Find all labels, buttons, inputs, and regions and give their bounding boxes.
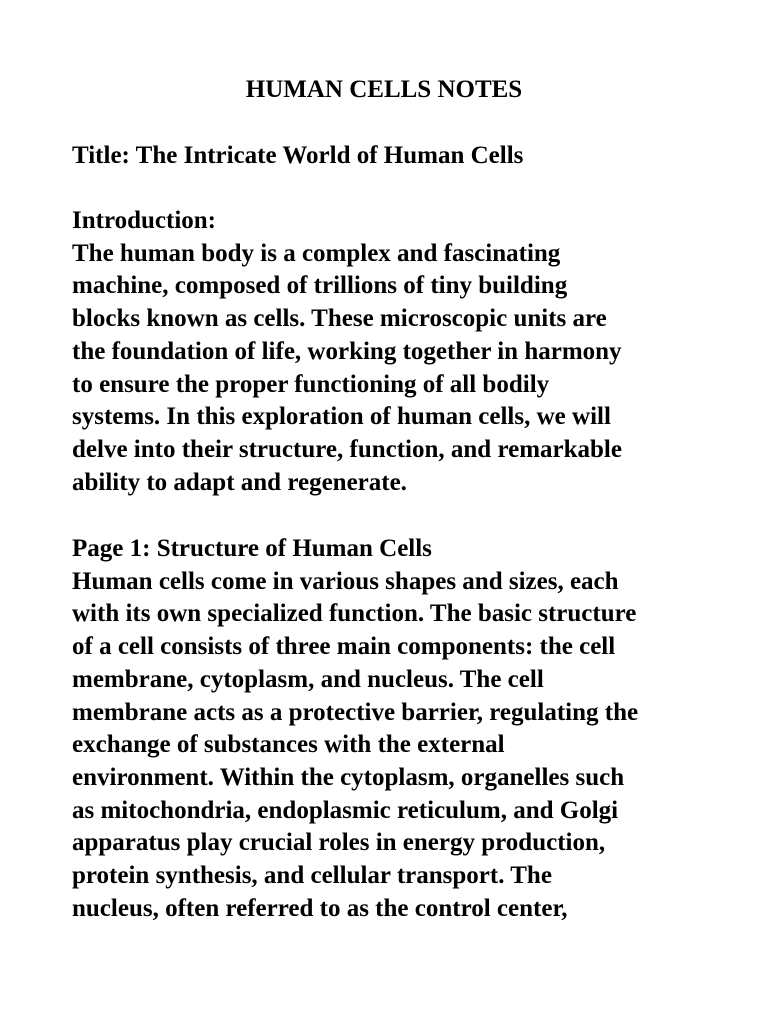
- document-heading: HUMAN CELLS NOTES: [245, 76, 523, 103]
- introduction-line: to ensure the proper functioning of all bodily: [72, 370, 550, 398]
- introduction-line: delve into their structure, function, and remarkable: [72, 435, 622, 463]
- page1-line: with its own specialized function. The basic structure: [72, 600, 637, 628]
- page1-label: Page 1: Structure of Human Cells: [72, 535, 432, 562]
- page1-line: environment. Within the cytoplasm, organelles such: [72, 763, 625, 791]
- page1-line: exchange of substances with the external: [72, 731, 505, 759]
- introduction-line: machine, composed of trillions of tiny building: [72, 272, 568, 300]
- page1-line: Human cells come in various shapes and sizes, each: [72, 567, 619, 595]
- title-line: Title: The Intricate World of Human Cells: [72, 142, 524, 169]
- introduction-line: The human body is a complex and fascinating: [72, 239, 561, 267]
- page1-line: nucleus, often referred to as the control center,: [72, 894, 568, 922]
- introduction-label: Introduction:: [72, 207, 217, 234]
- page1-section: [72, 533, 712, 925]
- page1-line: membrane, cytoplasm, and nucleus. The cell: [72, 665, 544, 693]
- page1-line: protein synthesis, and cellular transport. The: [72, 862, 552, 890]
- page1-line: membrane acts as a protective barrier, regulating the: [72, 698, 639, 726]
- introduction-line: ability to adapt and regenerate.: [72, 468, 407, 496]
- introduction-line: the foundation of life, working together in harmony: [72, 337, 622, 365]
- page1-line: as mitochondria, endoplasmic reticulum, and Golgi: [72, 796, 619, 824]
- page1-line: of a cell consists of three main components: the cell: [72, 633, 616, 661]
- introduction-line: systems. In this exploration of human cells, we will: [72, 403, 611, 431]
- introduction-section: [72, 205, 712, 499]
- document-title: [72, 140, 712, 173]
- introduction-line: blocks known as cells. These microscopic units are: [72, 305, 607, 333]
- page1-line: apparatus play crucial roles in energy production,: [72, 829, 606, 857]
